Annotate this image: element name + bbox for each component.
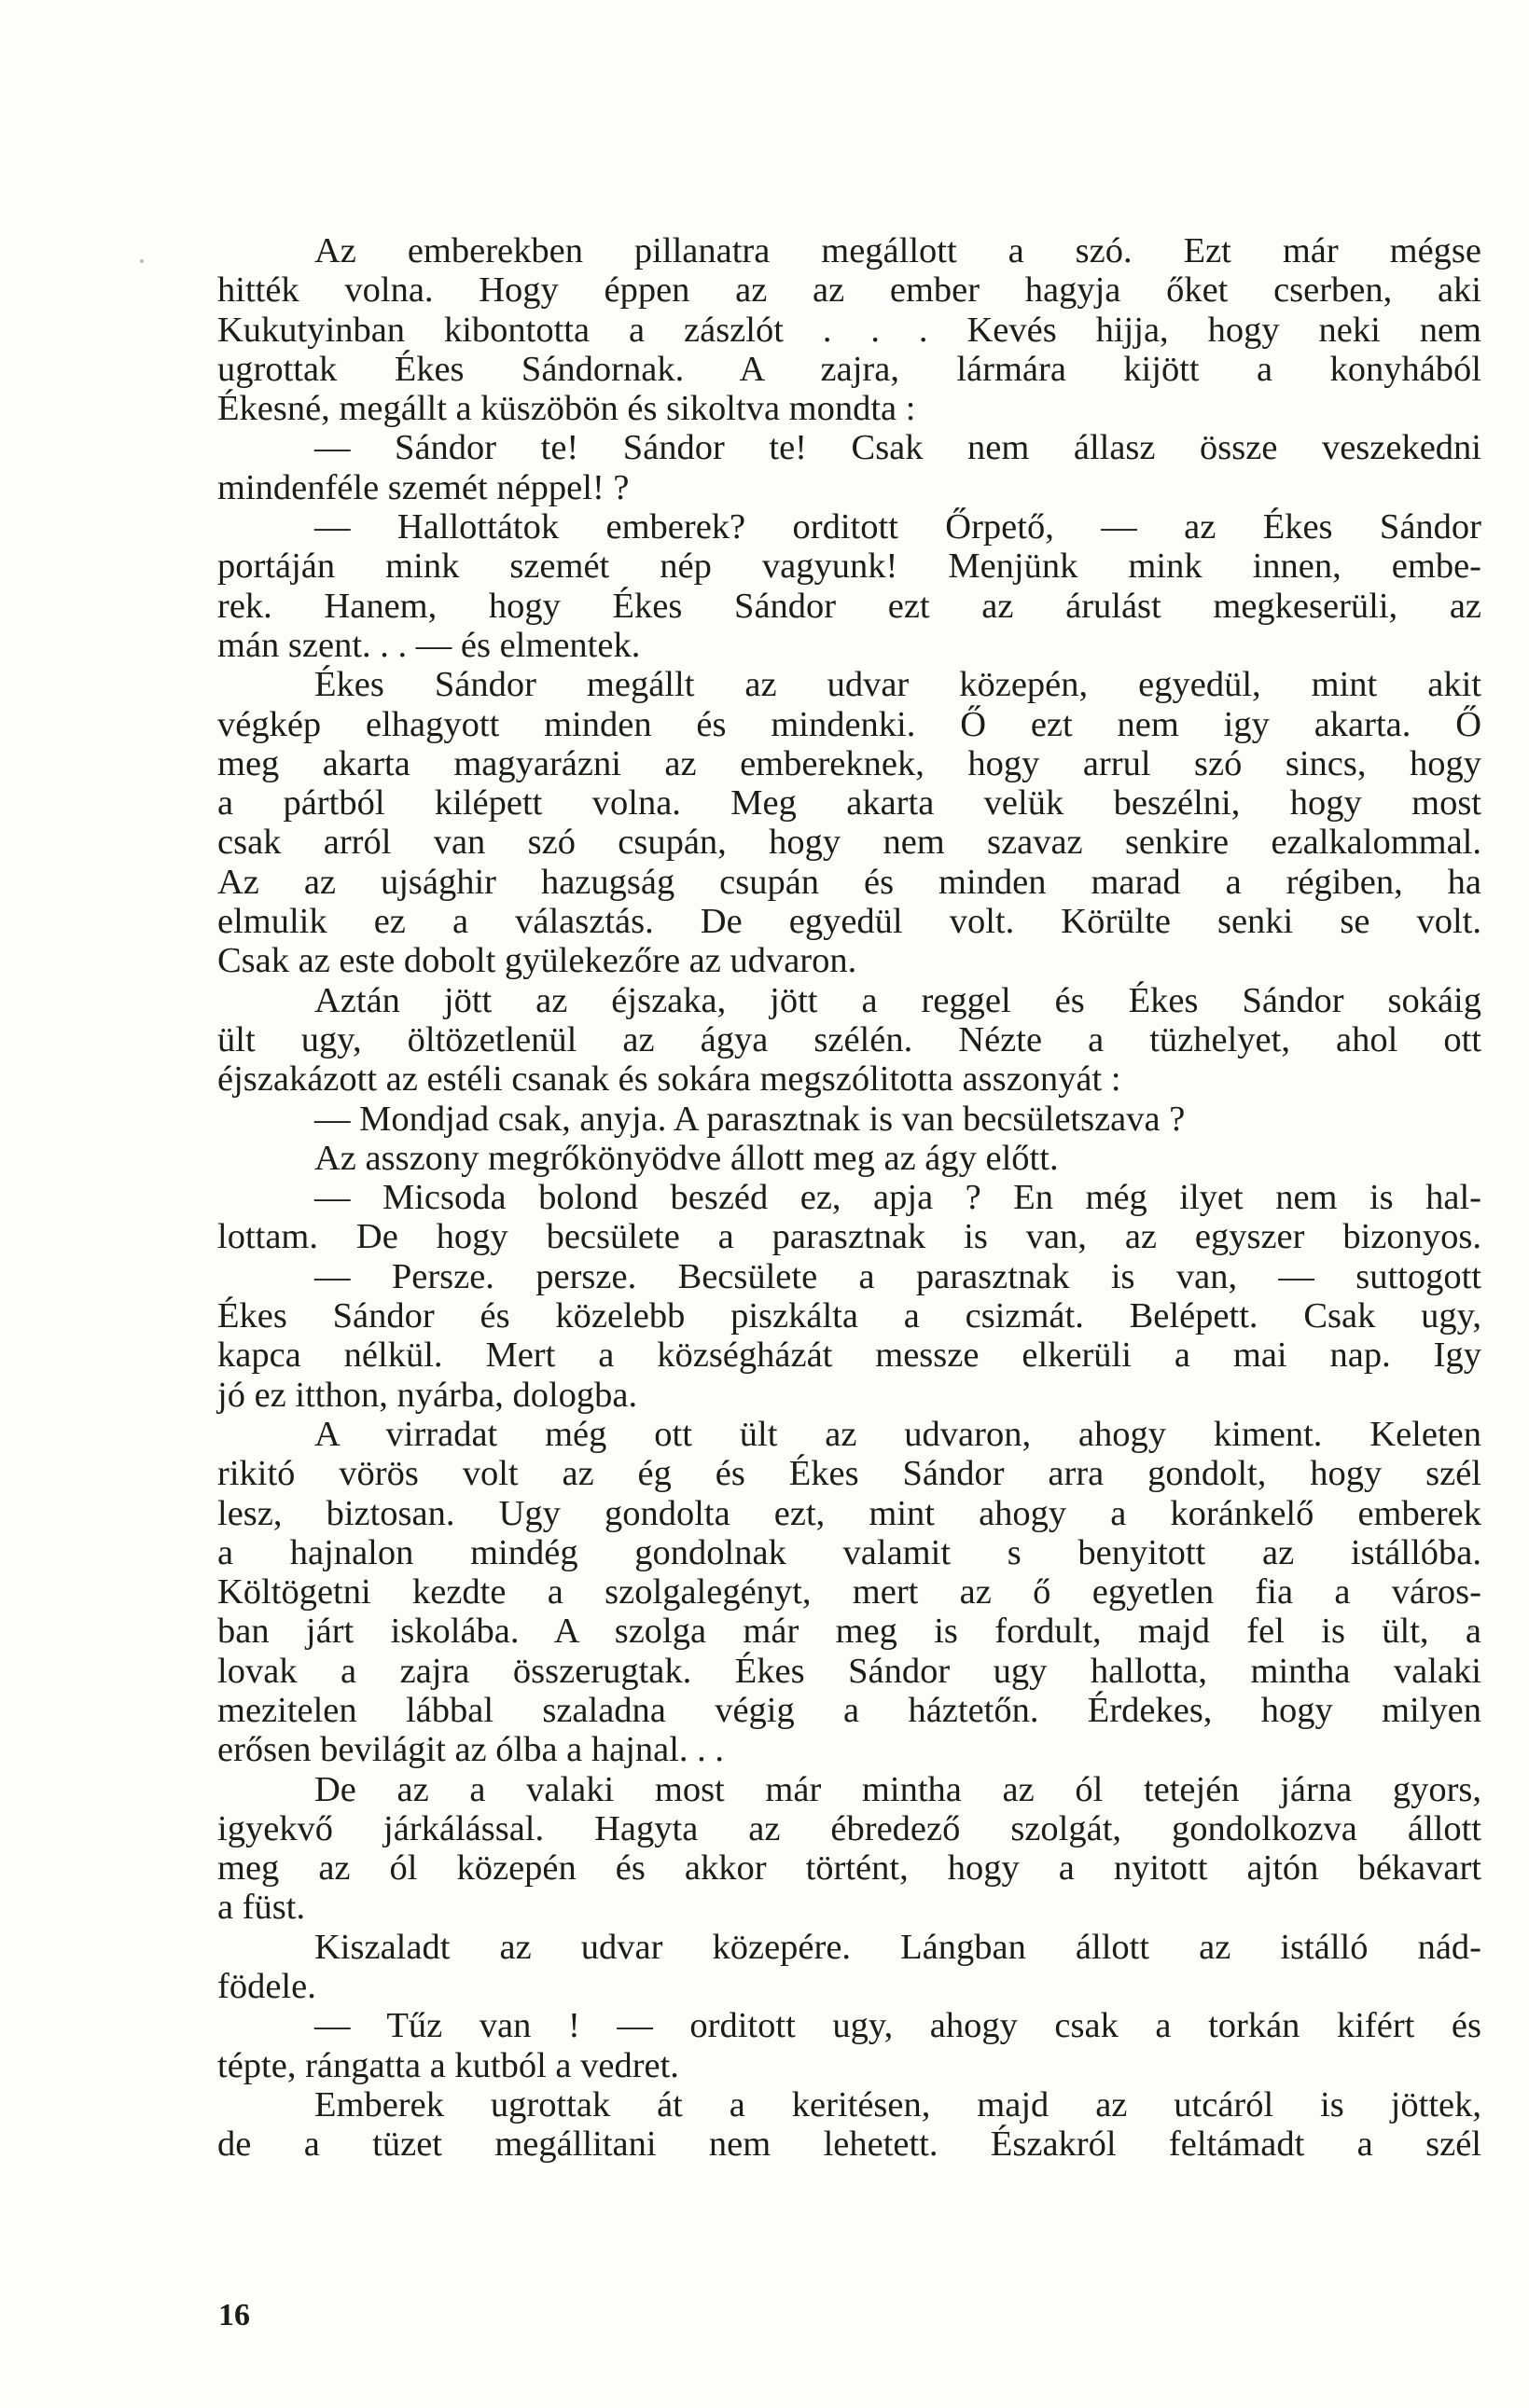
paper-speck — [140, 259, 144, 263]
text-line: Kiszaladt az udvar közepére. Lángban állott az istálló nád- — [314, 1927, 1481, 1967]
text-line: jó ez itthon, nyárba, dologba. — [217, 1375, 638, 1415]
text-line: Költögetni kezdte a szolgalegényt, mert az ő egyetlen fia a város- — [217, 1572, 1481, 1612]
text-line: — Sándor te! Sándor te! Csak nem állasz össze veszekedni — [314, 428, 1481, 468]
text-line: födele. — [217, 1967, 316, 2007]
text-line: — Tűz van ! — orditott ugy, ahogy csak a torkán kifért és — [314, 2006, 1481, 2046]
text-line: Csak az este dobolt gyülekezőre az udvaron. — [217, 941, 857, 981]
page-number: 16 — [218, 2298, 250, 2332]
text-line: Az emberekben pillanatra megállott a szó. Ezt már mégse — [314, 231, 1481, 270]
text-line: rek. Hanem, hogy Ékes Sándor ezt az árulást megkeserüli, az — [217, 586, 1481, 626]
text-line: ban járt iskolába. A szolga már meg is fordult, majd fel is ült, a — [217, 1612, 1481, 1652]
text-line: mezitelen lábbal szaladna végig a háztetőn. Érdekes, hogy milyen — [217, 1690, 1481, 1730]
text-line: lesz, biztosan. Ugy gondolta ezt, mint ahogy a koránkelő emberek — [217, 1493, 1481, 1533]
text-line: A virradat még ott ült az udvaron, ahogy kiment. Keleten — [314, 1414, 1481, 1454]
text-line: kapca nélkül. Mert a községházát messze elkerüli a mai nap. Igy — [217, 1335, 1481, 1376]
text-line: mindenféle szemét néppel! ? — [217, 467, 630, 507]
text-line: — Mondjad csak, anyja. A parasztnak is van becsületszava ? — [314, 1099, 1186, 1139]
text-line: De az a valaki most már mintha az ól tetején járna gyors, — [314, 1769, 1481, 1809]
text-line: ugrottak Ékes Sándornak. A zajra, lármára kijött a konyhából — [217, 349, 1481, 389]
text-line: meg az ól közepén és akkor történt, hogy a nyitott ajtón békavart — [217, 1848, 1481, 1889]
text-line: a hajnalon mindég gondolnak valamit s benyitott az istállóba. — [217, 1532, 1481, 1572]
text-line: Az asszony megrőkönyödve állott meg az ágy előtt. — [314, 1138, 1059, 1178]
text-line: Emberek ugrottak át a keritésen, majd az utcáról is jöttek, — [314, 2084, 1481, 2124]
text-line: rikitó vörös volt az ég és Ékes Sándor arra gondolt, hogy szél — [217, 1454, 1481, 1494]
text-line: — Hallottátok emberek? orditott Őrpető, — az Ékes Sándor — [314, 507, 1481, 547]
text-line: — Micsoda bolond beszéd ez, apja ? En még ilyet nem is hal- — [314, 1178, 1481, 1218]
text-line: igyekvő járkálással. Hagyta az ébredező szolgát, gondolkozva állott — [217, 1808, 1481, 1848]
text-line: Aztán jött az éjszaka, jött a reggel és Ékes Sándor sokáig — [314, 980, 1481, 1020]
text-line: mán szent. . . — és elmentek. — [217, 625, 641, 665]
text-line: lovak a zajra összerugtak. Ékes Sándor ugy hallotta, mintha valaki — [217, 1651, 1481, 1691]
text-line: ült ugy, öltözetlenül az ágya szélén. Nézte a tüzhelyet, ahol ott — [217, 1019, 1481, 1059]
text-line: elmulik ez a választás. De egyedül volt. Körülte senki se volt. — [217, 902, 1481, 942]
text-line: de a tüzet megállitani nem lehetett. Északról feltámadt a szél — [217, 2124, 1481, 2165]
text-line: portáján mink szemét nép vagyunk! Menjünk mink innen, embe- — [217, 547, 1481, 587]
text-line: Kukutyinban kibontotta a zászlót . . . Kevés hijja, hogy neki nem — [217, 310, 1481, 350]
text-line: meg akarta magyarázni az embereknek, hogy arrul szó sincs, hogy — [217, 743, 1481, 783]
text-line: Ékes Sándor és közelebb piszkálta a csizmát. Belépett. Csak ugy, — [217, 1296, 1481, 1336]
text-line: tépte, rángatta a kutból a vedret. — [217, 2045, 679, 2085]
body-text — [217, 231, 1481, 2165]
text-line: hitték volna. Hogy éppen az az ember hagyja őket cserben, aki — [217, 270, 1481, 311]
text-line: a füst. — [217, 1888, 306, 1928]
text-line: csak arról van szó csupán, hogy nem szavaz senkire ezalkalommal. — [217, 823, 1481, 863]
text-line: a pártból kilépett volna. Meg akarta velük beszélni, hogy most — [217, 783, 1481, 823]
text-line: erősen bevilágit az ólba a hajnal. . . — [217, 1730, 725, 1770]
text-line: Az az ujsághir hazugság csupán és minden marad a régiben, ha — [217, 862, 1481, 902]
text-line: Ékes Sándor megállt az udvar közepén, egyedül, mint akit — [314, 665, 1481, 705]
text-line: lottam. De hogy becsülete a parasztnak is van, az egyszer bizonyos. — [217, 1217, 1481, 1257]
text-line: — Persze. persze. Becsülete a parasztnak is van, — suttogott — [314, 1256, 1481, 1296]
text-line: Ékesné, megállt a küszöbön és sikoltva mondta : — [217, 389, 916, 429]
text-line: éjszakázott az estéli csanak és sokára megszólitotta asszonyát : — [217, 1059, 1121, 1100]
text-line: végkép elhagyott minden és mindenki. Ő ezt nem igy akarta. Ő — [217, 704, 1481, 744]
